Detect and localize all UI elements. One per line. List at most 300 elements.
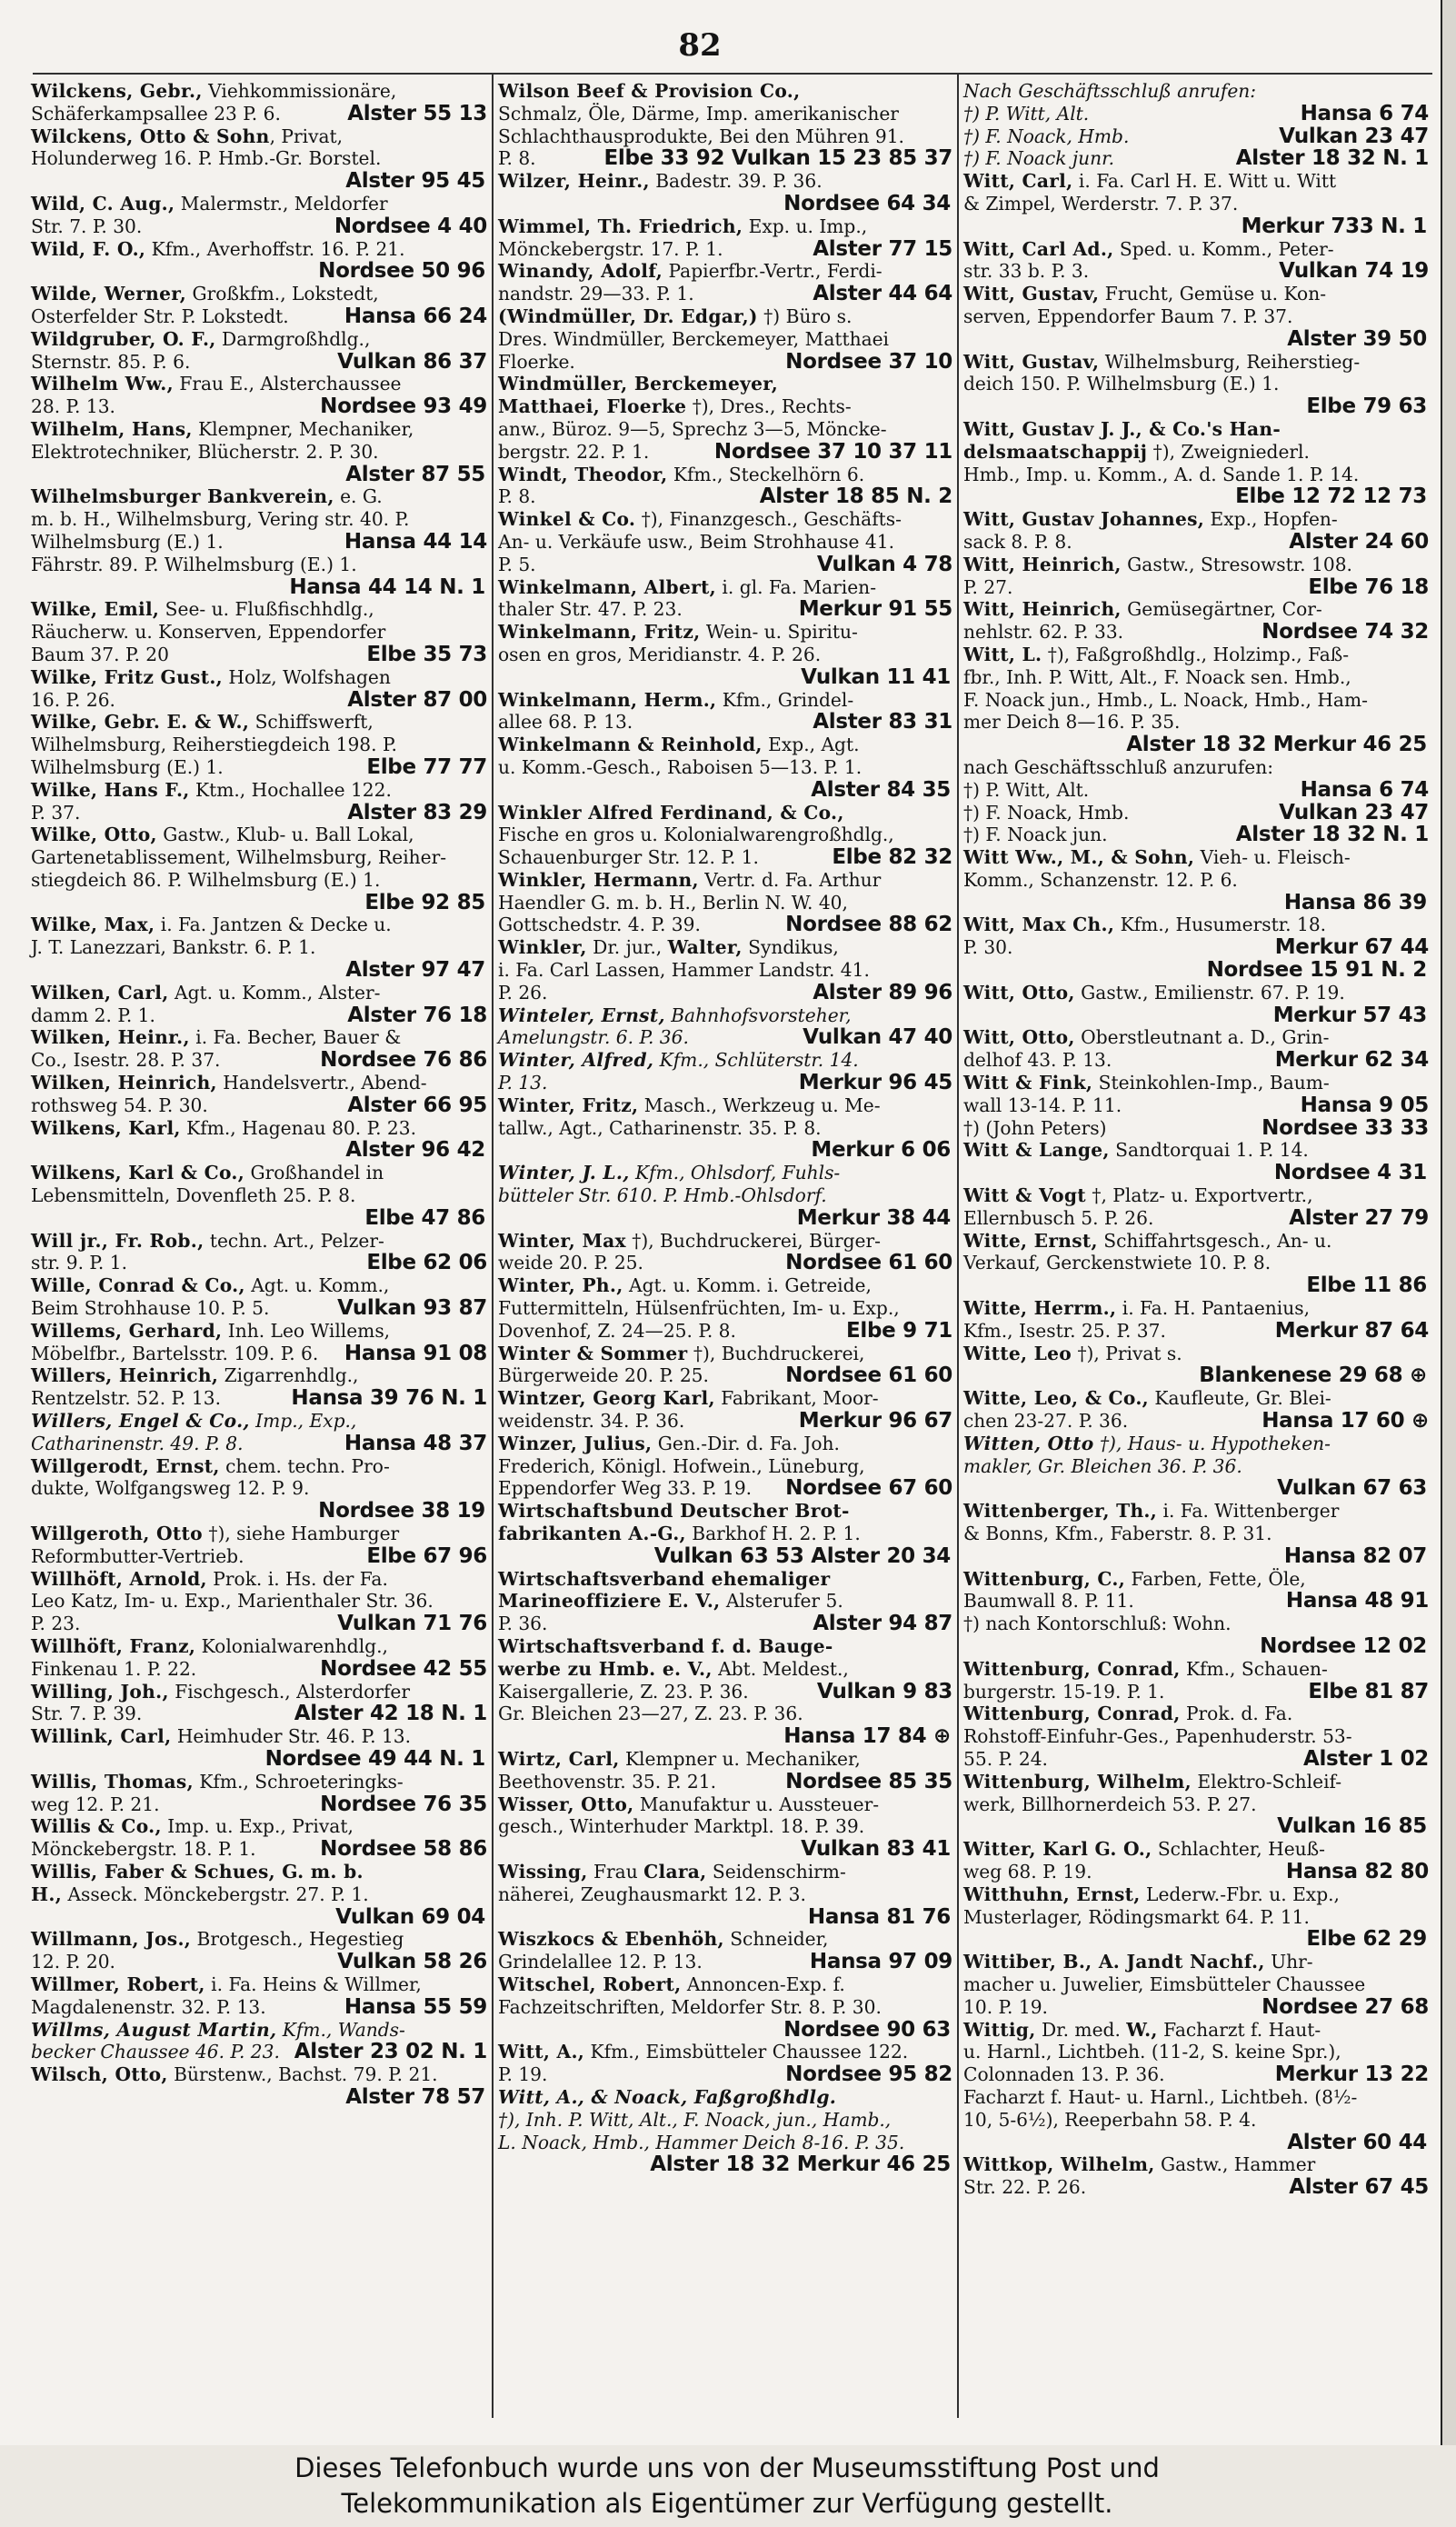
entry-line: Witte, Leo, & Co., Kaufleute, Gr. Blei- <box>963 1387 1331 1410</box>
directory-entry <box>963 283 1429 350</box>
entry-line: Winter, Ph., Agt. u. Komm. i. Getreide, <box>498 1274 872 1297</box>
entry-line: Witt, Heinrich, Gemüsegärtner, Cor- <box>963 598 1322 621</box>
phone-number: Nordsee 42 55 <box>320 1656 487 1681</box>
entry-line <box>49 1748 487 1771</box>
entry-line: †) F. Noack jun. Alster 18 32 N. 1 <box>963 823 1429 847</box>
entry-line <box>49 260 487 283</box>
entry-line: Sternstr. 85. P. 6. Vulkan 86 37 <box>31 349 487 374</box>
phone-number: Nordsee 61 60 <box>785 1363 952 1388</box>
entry-line <box>49 170 487 193</box>
phone-number: Hansa 6 74 <box>1300 101 1429 125</box>
entry-line: Fachzeitschriften, Meldorfer Str. 8. P. 30. <box>498 1995 882 2018</box>
phone-number: Blankenese 29 68 ⊕ <box>1199 1363 1427 1388</box>
entry-line: werbe zu Hmb. e. V., Abt. Meldest., <box>498 1657 849 1680</box>
phone-number: Nordsee 12 02 <box>1260 1633 1427 1658</box>
directory-entry <box>31 914 487 981</box>
entry-line: Matthaei, Floerke †), Dres., Rechts- <box>498 395 852 418</box>
entry-line: Winkel & Co. †), Finanzgesch., Geschäfts- <box>498 508 902 531</box>
entry-line: Fische en gros u. Kolonialwarengroßhdlg., <box>498 824 894 846</box>
entry-line: Witter, Karl G. O., Schlachter, Heuß- <box>963 1838 1325 1861</box>
directory-entry <box>963 170 1429 237</box>
entry-line: Witt & Vogt †, Platz- u. Exportvertr., <box>963 1184 1313 1207</box>
directory-entry <box>498 1162 952 1229</box>
entry-line: Wirtschaftsbund Deutscher Brot- <box>498 1500 850 1523</box>
directory-entry <box>31 1230 487 1275</box>
phone-number: Elbe 82 32 <box>832 845 952 870</box>
entry-line <box>49 576 487 599</box>
directory-entry <box>498 80 952 170</box>
entry-line: Willems, Gerhard, Inh. Leo Willems, <box>31 1319 391 1342</box>
phone-number: Vulkan 93 87 <box>337 1296 487 1321</box>
directory-entry <box>31 982 487 1027</box>
phone-number: Nordsee 58 86 <box>320 1837 487 1862</box>
phone-number: Vulkan 58 26 <box>337 1950 487 1974</box>
phone-number: Alster 60 44 <box>1287 2130 1427 2154</box>
phone-number: Nordsee 15 91 N. 2 <box>1206 958 1427 983</box>
entry-line: Witt Ww., M., & Sohn, Vieh- u. Fleisch- <box>963 846 1351 869</box>
entry-line: Wissing, Frau Clara, Seidenschirm- <box>498 1860 846 1883</box>
entry-line: 55. P. 24. Alster 1 02 <box>963 1746 1429 1771</box>
entry-line: P. 8. Alster 18 85 N. 2 <box>498 484 952 509</box>
directory-entry <box>498 936 952 1004</box>
entry-line <box>982 1004 1429 1027</box>
phone-number: Vulkan 9 83 <box>816 1679 952 1703</box>
entry-line: Wilke, Otto, Gastw., Klub- u. Ball Lokal, <box>31 824 414 846</box>
entry-line: makler, Gr. Bleichen 36. P. 36. <box>963 1454 1242 1477</box>
directory-entry <box>31 1771 487 1816</box>
entry-line: Schauenburger Str. 12. P. 1. Elbe 82 32 <box>498 845 952 870</box>
directory-entry <box>498 1274 952 1342</box>
phone-number: Vulkan 16 85 <box>1277 1814 1427 1839</box>
entry-line: †), Inh. P. Witt, Alt., F. Noack, jun., Hamb., <box>498 2108 892 2131</box>
entry-line: Witt, L. †), Faßgroßhdlg., Holzimp., Faß- <box>963 643 1350 665</box>
entry-line: Witt, Gustav, Frucht, Gemüse u. Kon- <box>963 283 1327 305</box>
entry-line: Beim Strohhause 10. P. 5. Vulkan 93 87 <box>31 1296 487 1321</box>
phone-number: Merkur 57 43 <box>1272 1003 1427 1027</box>
directory-entry <box>963 779 1429 802</box>
entry-line: burgerstr. 15-19. P. 1. Elbe 81 87 <box>963 1679 1429 1703</box>
entry-line: Baum 37. P. 20 Elbe 35 73 <box>31 642 487 666</box>
directory-entry <box>963 824 1429 846</box>
phone-number: Vulkan 4 78 <box>816 552 952 576</box>
entry-line: Willers, Heinrich, Zigarrenhdlg., <box>31 1364 359 1387</box>
directory-entry <box>963 554 1429 599</box>
phone-number: Vulkan 23 47 <box>1279 800 1429 824</box>
entry-line <box>982 328 1429 351</box>
entry-line: 10, 5-6½), Reeperbahn 58. P. 4. <box>963 2108 1257 2131</box>
entry-line: P. 23. Vulkan 71 76 <box>31 1612 487 1636</box>
directory-entry <box>498 373 952 463</box>
directory-entry <box>963 1184 1429 1230</box>
entry-line: Lebensmitteln, Dovenfleth 25. P. 8. <box>31 1184 356 1207</box>
phone-number: Vulkan 69 04 <box>335 1904 485 1929</box>
entry-line: H., Asseck. Mönckebergstr. 27. P. 1. <box>31 1883 369 1905</box>
entry-line: Wilke, Emil, See- u. Flußfischhdlg., <box>31 598 374 621</box>
directory-entry <box>31 1026 487 1072</box>
entry-line <box>982 485 1429 508</box>
entry-line: Eppendorfer Weg 33. P. 19. Nordsee 67 60 <box>498 1476 952 1501</box>
entry-line: Winkler, Dr. jur., Walter, Syndikus, <box>498 936 839 959</box>
entry-line: Magdalenenstr. 32. P. 13. Hansa 55 59 <box>31 1994 487 2019</box>
phone-number: Alster 18 32 Merkur 46 25 <box>650 2152 951 2177</box>
phone-number: Nordsee 93 49 <box>320 395 487 419</box>
directory-entry <box>31 598 487 665</box>
directory-entry <box>963 1771 1429 1838</box>
entry-line: Wiszkocs & Ebenhöh, Schneider, <box>498 1928 829 1951</box>
directory-entry <box>498 869 952 936</box>
directory-entry <box>498 576 952 622</box>
directory-entry <box>31 1568 487 1635</box>
phone-number: Nordsee 49 44 N. 1 <box>264 1746 485 1771</box>
entry-line: Musterlager, Rödingsmarkt 64. P. 11. <box>963 1905 1310 1928</box>
directory-entry <box>31 1364 487 1410</box>
phone-number: Elbe 9 71 <box>846 1318 952 1343</box>
entry-line: Verkauf, Gerckenstwiete 10. P. 8. <box>963 1252 1272 1274</box>
entry-line <box>982 2132 1429 2154</box>
entry-line: Winkler Alfred Ferdinand, & Co., <box>498 801 844 824</box>
entry-line: Winteler, Ernst, Bahnhofsvorsteher, <box>498 1004 852 1026</box>
directory-entry <box>31 418 487 485</box>
entry-line: Wisser, Otto, Manufaktur u. Aussteuer- <box>498 1793 880 1815</box>
directory-entry <box>31 1162 487 1229</box>
directory-column-left <box>31 80 487 2443</box>
directory-entry <box>963 914 1429 981</box>
directory-entry <box>498 464 952 509</box>
column-divider <box>957 73 959 2418</box>
entry-line: str. 33 b. P. 3. Vulkan 74 19 <box>963 259 1429 284</box>
entry-line <box>516 2019 952 2042</box>
entry-line <box>516 2153 952 2176</box>
entry-line: Winter, J. L., Kfm., Ohlsdorf, Fuhls- <box>498 1162 841 1184</box>
directory-entry <box>963 1297 1429 1343</box>
entry-line: Haendler G. m. b. H., Berlin N. W. 40, <box>498 891 848 914</box>
phone-number: Vulkan 83 41 <box>801 1837 951 1862</box>
entry-line: delhof 43. P. 13. Merkur 62 34 <box>963 1048 1429 1073</box>
entry-line: Wilsch, Otto, Bürstenw., Bachst. 79. P. 21. <box>31 2063 438 2086</box>
directory-entry <box>963 1568 1429 1658</box>
entry-line: Finkenau 1. P. 22. Nordsee 42 55 <box>31 1656 487 1681</box>
directory-entry <box>963 2153 1429 2199</box>
directory-entry <box>31 1274 487 1320</box>
directory-entry <box>31 1635 487 1681</box>
entry-line: & Bonns, Kfm., Faberstr. 8. P. 31. <box>963 1523 1272 1544</box>
entry-line <box>49 1906 487 1929</box>
directory-entry <box>498 1004 952 1050</box>
entry-line: i. Fa. Carl Lassen, Hammer Landstr. 41. <box>498 959 870 982</box>
entry-line: Wirtschaftsverband f. d. Bauge- <box>498 1634 833 1657</box>
entry-line: Willers, Engel & Co., Imp., Exp., <box>31 1410 357 1433</box>
phone-number: Hansa 66 24 <box>344 304 487 328</box>
directory-entry <box>498 1635 952 1748</box>
phone-number: Hansa 17 60 ⊕ <box>1262 1409 1429 1433</box>
entry-line: Witt, Gustav, Wilhelmsburg, Reiherstieg- <box>963 350 1361 373</box>
entry-line: Str. 7. P. 30. Nordsee 4 40 <box>31 214 487 238</box>
directory-entry <box>498 1793 952 1861</box>
entry-line: Wille, Conrad & Co., Agt. u. Komm., <box>31 1274 390 1297</box>
entry-line: Witten, Otto †), Haus- u. Hypotheken- <box>963 1432 1331 1454</box>
directory-entry <box>498 305 952 373</box>
directory-entry <box>498 170 952 215</box>
directory-entry <box>498 2041 952 2086</box>
directory-entry <box>31 1681 487 1726</box>
directory-entry <box>963 351 1429 418</box>
entry-line: Wilhelmsburg (E.) 1. Hansa 44 14 <box>31 529 487 554</box>
entry-line: Willms, August Martin, Kfm., Wands- <box>31 2018 405 2041</box>
entry-line: Willmann, Jos., Brotgesch., Hegestieg <box>31 1928 404 1951</box>
entry-line: Holunderweg 16. P. Hmb.-Gr. Borstel. <box>31 147 382 170</box>
phone-number: Alster 87 55 <box>345 462 485 486</box>
entry-line: Wimmel, Th. Friedrich, Exp. u. Imp., <box>498 215 868 237</box>
entry-line: Witt, Heinrich, Gastw., Stresowstr. 108. <box>963 553 1352 575</box>
entry-line: Räucherw. u. Konserven, Eppendorfer <box>31 621 386 644</box>
entry-line: Winter & Sommer †), Buchdruckerei, <box>498 1342 865 1364</box>
entry-line: Witt, Gustav Johannes, Exp., Hopfen- <box>963 508 1338 531</box>
directory-entry <box>963 802 1429 824</box>
entry-line: Wildgruber, O. F., Darmgroßhdlg., <box>31 327 371 350</box>
phone-number: Merkur 67 44 <box>1274 935 1429 960</box>
directory-entry <box>963 1838 1429 1883</box>
directory-entry <box>31 328 487 374</box>
phone-number: Alster 83 31 <box>813 710 952 734</box>
entry-line: Wilhelm Ww., Frau E., Alsterchaussee <box>31 373 402 395</box>
directory-entry <box>963 1658 1429 1703</box>
entry-line: 12. P. 20. Vulkan 58 26 <box>31 1950 487 1974</box>
entry-line: Co., Isestr. 28. P. 37. Nordsee 76 86 <box>31 1048 487 1073</box>
entry-line: Ellernbusch 5. P. 26. Alster 27 79 <box>963 1205 1429 1230</box>
directory-entry <box>963 1883 1429 1951</box>
entry-line: Wittenburg, Conrad, Kfm., Schauen- <box>963 1657 1328 1680</box>
phone-number: Elbe 33 92 Vulkan 15 23 85 37 <box>603 146 952 171</box>
phone-number: Vulkan 74 19 <box>1279 259 1429 284</box>
phone-number: Nordsee 4 40 <box>334 214 487 238</box>
entry-line <box>49 1207 487 1230</box>
entry-line: Gr. Bleichen 23—27, Z. 23. P. 36. <box>498 1703 803 1725</box>
entry-line: Witt, Otto, Gastw., Emilienstr. 67. P. 19. <box>963 981 1345 1004</box>
entry-line <box>49 959 487 982</box>
entry-line: J. T. Lanezzari, Bankstr. 6. P. 1. <box>31 936 316 959</box>
entry-line: P. 26. Alster 89 96 <box>498 980 952 1004</box>
entry-line <box>516 1545 952 1568</box>
entry-line: sack 8. P. 8. Alster 24 60 <box>963 529 1429 554</box>
entry-line <box>516 1139 952 1162</box>
entry-line: Winkelmann, Fritz, Wein- u. Spiritu- <box>498 621 858 644</box>
entry-line: 28. P. 13. Nordsee 93 49 <box>31 395 487 419</box>
directory-entry <box>498 1500 952 1567</box>
directory-entry <box>498 1230 952 1275</box>
entry-line <box>982 1545 1429 1568</box>
directory-entry <box>498 508 952 575</box>
directory-entry <box>498 1861 952 1928</box>
phone-number: Alster 23 02 N. 1 <box>294 2040 487 2064</box>
directory-entry <box>498 215 952 261</box>
entry-line: 16. P. 26. Alster 87 00 <box>31 687 487 712</box>
directory-entry <box>498 621 952 688</box>
column-divider <box>492 73 494 2418</box>
entry-line <box>982 1364 1429 1387</box>
entry-line: †) (John Peters) Nordsee 33 33 <box>963 1115 1429 1140</box>
entry-line: Wild, F. O., Kfm., Averhoffstr. 16. P. 21. <box>31 237 405 260</box>
entry-line: P. 27. Elbe 76 18 <box>963 574 1429 599</box>
entry-line: werk, Billhornerdeich 53. P. 27. <box>963 1793 1257 1815</box>
directory-entry <box>963 1072 1429 1139</box>
phone-number: Hansa 82 80 <box>1285 1859 1429 1883</box>
entry-line: Willing, Joh., Fischgesch., Alsterdorfer <box>31 1680 411 1703</box>
footer-line-1: Dieses Telefonbuch wurde uns von der Museumsstiftung Post und <box>294 2452 1160 2483</box>
phone-number: Hansa 48 91 <box>1285 1589 1429 1613</box>
phone-number: Hansa 44 14 N. 1 <box>289 574 485 599</box>
entry-line: Wilhelmsburg, Reiherstiegdeich 198. P. <box>31 734 397 756</box>
entry-line: Witt, Otto, Oberstleutnant a. D., Grin- <box>963 1026 1330 1049</box>
entry-line: Futtermitteln, Hülsenfrüchten, Im- u. Exp., <box>498 1297 900 1320</box>
entry-line: Winter, Fritz, Masch., Werkzeug u. Me- <box>498 1094 881 1116</box>
entry-line: †) F. Noack, Hmb. Vulkan 23 47 <box>963 800 1429 824</box>
entry-line: Marineoffiziere E. V., Alsterufer 5. <box>498 1590 843 1613</box>
entry-line: Winter, Alfred, Kfm., Schlüterstr. 14. <box>498 1049 859 1072</box>
entry-line: Hmb., Imp. u. Komm., A. d. Sande 1. P. 14. <box>963 463 1360 485</box>
phone-number: Alster 18 32 N. 1 <box>1235 823 1429 847</box>
entry-line: & Zimpel, Werderstr. 7. P. 37. <box>963 192 1239 215</box>
entry-line: Wilhelmsburg (E.) 1. Elbe 77 77 <box>31 754 487 779</box>
entry-line: †) nach Kontorschluß: Wohn. <box>963 1613 1232 1635</box>
entry-line: P. 5. Vulkan 4 78 <box>498 552 952 576</box>
directory-entry <box>31 1117 487 1163</box>
entry-line: †) F. Noack junr. Alster 18 32 N. 1 <box>963 146 1429 171</box>
entry-line: Witt, Gustav J. J., & Co.'s Han- <box>963 417 1281 440</box>
phone-number: Nordsee 95 82 <box>785 2063 952 2087</box>
directory-entry <box>498 260 952 305</box>
entry-line: Wilke, Hans F., Ktm., Hochallee 122. <box>31 778 392 801</box>
directory-entry <box>963 644 1429 756</box>
directory-entry <box>31 1072 487 1117</box>
entry-line: Windt, Theodor, Kfm., Steckelhörn 6. <box>498 463 865 485</box>
entry-line: Witte, Herrm., i. Fa. H. Pantaenius, <box>963 1297 1311 1320</box>
entry-line: P. 13. Merkur 96 45 <box>498 1071 952 1095</box>
entry-line: weidenstr. 34. P. 36. Merkur 96 67 <box>498 1409 952 1433</box>
entry-line: Floerke. Nordsee 37 10 <box>498 349 952 374</box>
entry-line: Mönckebergstr. 18. P. 1. Nordsee 58 86 <box>31 1837 487 1862</box>
entry-line <box>982 1274 1429 1297</box>
entry-line: Will jr., Fr. Rob., techn. Art., Pelzer- <box>31 1229 384 1252</box>
entry-line: str. 9. P. 1. Elbe 62 06 <box>31 1251 487 1275</box>
directory-entry <box>498 1094 952 1162</box>
entry-line: Witt & Fink, Steinkohlen-Imp., Baum- <box>963 1072 1330 1094</box>
phone-number: Nordsee 67 60 <box>785 1476 952 1501</box>
entry-line: Wild, C. Aug., Malermstr., Meldorfer <box>31 192 388 215</box>
entry-line: chen 23-27. P. 36. Hansa 17 60 ⊕ <box>963 1409 1429 1433</box>
phone-number: Merkur 96 45 <box>798 1071 952 1095</box>
entry-line: Witt, Max Ch., Kfm., Husumerstr. 18. <box>963 914 1327 936</box>
directory-entry <box>31 193 487 238</box>
entry-line: Mönckebergstr. 17. P. 1. Alster 77 15 <box>498 236 952 261</box>
entry-line <box>982 1928 1429 1951</box>
directory-entry <box>31 1455 487 1523</box>
entry-line: Wilhelmsburger Bankverein, e. G. <box>31 485 383 508</box>
entry-line: Gottschedstr. 4. P. 39. Nordsee 88 62 <box>498 913 952 937</box>
phone-number: Elbe 35 73 <box>366 642 487 666</box>
entry-line: Winter, Max †), Buchdruckerei, Bürger- <box>498 1229 881 1252</box>
top-rule <box>33 73 1432 75</box>
entry-line: Dovenhof, Z. 24—25. P. 8. Elbe 9 71 <box>498 1318 952 1343</box>
directory-entry <box>963 125 1429 148</box>
phone-number: Elbe 77 77 <box>366 754 487 779</box>
phone-number: Hansa 9 05 <box>1300 1093 1429 1117</box>
directory-entry <box>31 80 487 125</box>
directory-entry <box>31 2063 487 2109</box>
directory-entry <box>498 1928 952 1973</box>
directory-entry <box>963 508 1429 554</box>
entry-line: Str. 22. P. 26. Alster 67 45 <box>963 2175 1429 2200</box>
entry-line: Schlachthausprodukte, Bei den Mühren 91. <box>498 125 904 147</box>
phone-number: Alster 97 47 <box>345 958 485 983</box>
directory-entry <box>498 1433 952 1500</box>
directory-entry <box>963 1433 1429 1500</box>
entry-line: stiegdeich 86. P. Wilhelmsburg (E.) 1. <box>31 868 381 891</box>
entry-line: Willis, Faber & Schues, G. m. b. <box>31 1860 364 1883</box>
entry-line: becker Chaussee 46. P. 23. Alster 23 02 N. 1 <box>31 2040 487 2064</box>
phone-number: Alster 18 32 N. 1 <box>1235 146 1429 171</box>
phone-number: Vulkan 86 37 <box>337 349 487 374</box>
entry-line: Frederich, Königl. Hofwein., Lüneburg, <box>498 1454 865 1477</box>
directory-entry <box>31 666 487 712</box>
entry-line: Beethovenstr. 35. P. 21. Nordsee 85 35 <box>498 1769 952 1793</box>
entry-line: Witt, A., & Noack, Faßgroßhdlg. <box>498 2085 837 2108</box>
entry-line: Witt, A., Kfm., Eimsbütteler Chaussee 122. <box>498 2041 909 2063</box>
entry-line: Witthuhn, Ernst, Lederw.-Fbr. u. Exp., <box>963 1883 1340 1905</box>
phone-number: Elbe 81 87 <box>1308 1679 1429 1703</box>
entry-line: Winkler, Hermann, Vertr. d. Fa. Arthur <box>498 868 882 891</box>
entry-line: Möbelfbr., Bartelsstr. 109. P. 6. Hansa 91 08 <box>31 1341 487 1365</box>
phone-number: Alster 24 60 <box>1289 529 1429 554</box>
entry-line: Nach Geschäftsschluß anrufen: <box>963 80 1257 102</box>
phone-number: Alster 84 35 <box>811 777 951 802</box>
entry-line: u. Komm.-Gesch., Raboisen 5—13. P. 1. <box>498 755 863 778</box>
directory-entry <box>963 1026 1429 1072</box>
entry-line: Rohstoff-Einfuhr-Ges., Papenhuderstr. 53- <box>963 1725 1352 1748</box>
entry-line: F. Noack jun., Hmb., L. Noack, Hmb., Ham- <box>963 688 1368 711</box>
directory-entry <box>963 418 1429 508</box>
entry-line: weg 68. P. 19. Hansa 82 80 <box>963 1859 1429 1883</box>
entry-line <box>982 734 1429 756</box>
entry-line: Willis, Thomas, Kfm., Schroeteringks- <box>31 1770 404 1793</box>
entry-line: Wilke, Max, i. Fa. Jantzen & Decke u. <box>31 914 392 936</box>
directory-entry <box>31 283 487 328</box>
phone-number: Elbe 92 85 <box>364 890 485 914</box>
entry-line: Wilkens, Karl, Kfm., Hagenau 80. P. 23. <box>31 1116 417 1139</box>
phone-number: Nordsee 64 34 <box>783 191 951 215</box>
entry-line: nandstr. 29—33. P. 1. Alster 44 64 <box>498 282 952 306</box>
entry-line: Wittenburg, Wilhelm, Elektro-Schleif- <box>963 1770 1342 1793</box>
entry-line: tallw., Agt., Catharinenstr. 35. P. 8. <box>498 1116 822 1139</box>
entry-line: Leo Katz, Im- u. Exp., Marienthaler Str. 36. <box>31 1590 434 1613</box>
entry-line: Witte, Leo †), Privat s. <box>963 1342 1182 1364</box>
phone-number: Merkur 13 22 <box>1274 2063 1429 2087</box>
directory-entry <box>31 238 487 284</box>
directory-entry <box>31 711 487 778</box>
entry-line: weide 20. P. 25. Nordsee 61 60 <box>498 1251 952 1275</box>
phone-number: Merkur 733 N. 1 <box>1241 214 1427 238</box>
phone-number: Merkur 87 64 <box>1274 1318 1429 1343</box>
entry-line: macher u. Juwelier, Eimsbütteler Chaussee <box>963 1973 1366 1995</box>
entry-line: Willink, Carl, Heimhuder Str. 46. P. 13. <box>31 1725 412 1748</box>
entry-line <box>49 2086 487 2109</box>
directory-entry <box>498 1568 952 1635</box>
directory-entry <box>963 1139 1429 1184</box>
entry-line: Wittig, Dr. med. W., Facharzt f. Haut- <box>963 2018 1321 2041</box>
entry-line: nach Geschäftsschluß anzurufen: <box>963 755 1274 778</box>
phone-number: Nordsee 88 62 <box>785 913 952 937</box>
directory-entry <box>963 80 1429 103</box>
entry-line: Wilckens, Otto & Sohn, Privat, <box>31 125 344 147</box>
